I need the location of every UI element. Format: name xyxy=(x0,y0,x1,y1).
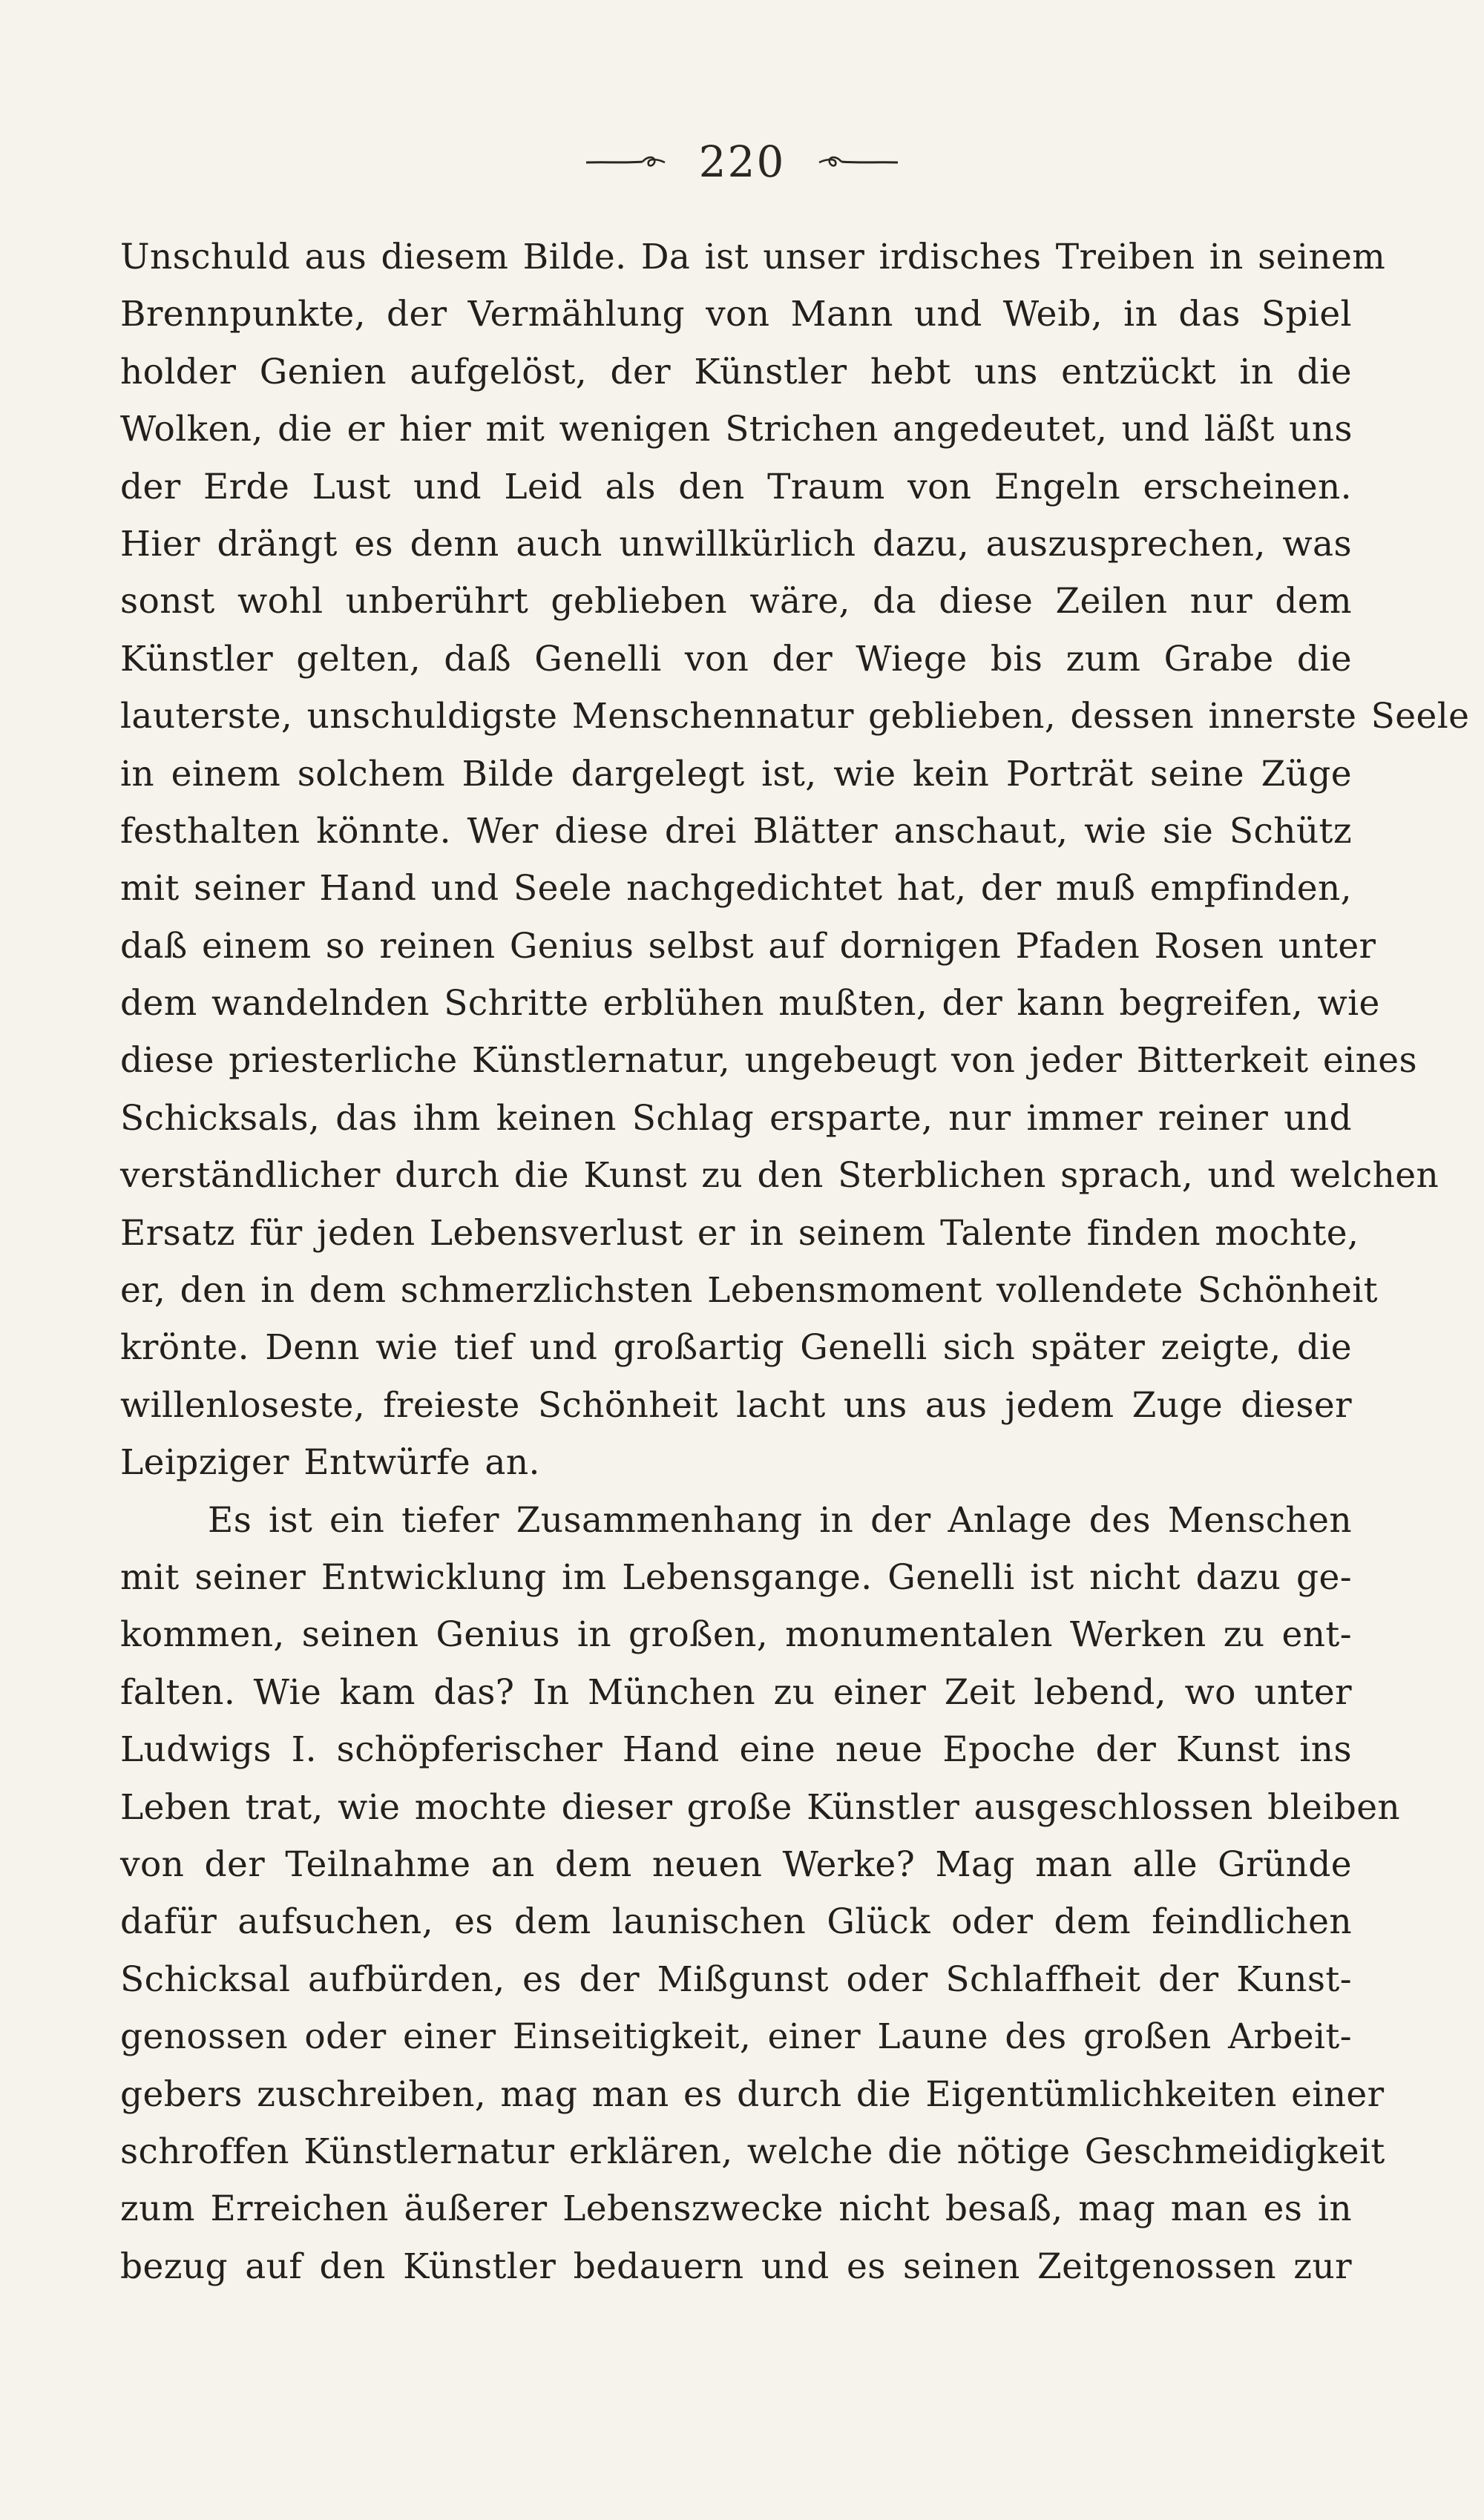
text-line: Hier drängt es denn auch unwillkürlich dazu, auszusprechen, was xyxy=(120,523,1352,565)
text-line: Ersatz für jeden Lebensverlust er in seinem Talente finden mochte, xyxy=(120,1212,1359,1254)
text-line: Leben trat, wie mochte dieser große Künstler ausgeschlossen bleiben xyxy=(120,1786,1401,1828)
text-line: diese priesterliche Künstlernatur, ungebeugt von jeder Bitterkeit eines xyxy=(120,1040,1417,1082)
body-text xyxy=(120,228,1470,2295)
text-line: mit seiner Hand und Seele nachgedichtet hat, der muß empfinden, xyxy=(120,868,1352,909)
text-line: Brennpunkte, der Vermählung von Mann und Weib, in das Spiel xyxy=(120,294,1352,335)
text-line: Ludwigs I. schöpferischer Hand eine neue Epoche der Kunst ins xyxy=(120,1729,1352,1771)
text-line: Künstler gelten, daß Genelli von der Wiege bis zum Grabe die xyxy=(120,638,1352,680)
text-line: Wolken, die er hier mit wenigen Strichen angedeutet, und läßt uns xyxy=(120,409,1353,450)
text-line: dafür aufsuchen, es dem launischen Glück oder dem feindlichen xyxy=(120,1901,1352,1943)
text-line: Schicksals, das ihm keinen Schlag ersparte, nur immer reiner und xyxy=(120,1097,1352,1139)
text-line: daß einem so reinen Genius selbst auf dornigen Pfaden Rosen unter xyxy=(120,925,1376,967)
text-line: holder Genien aufgelöst, der Künstler hebt uns entzückt in die xyxy=(120,351,1352,392)
text-line: der Erde Lust und Leid als den Traum von Engeln erscheinen. xyxy=(120,466,1352,507)
text-line: kommen, seinen Genius in großen, monumentalen Werken zu ent- xyxy=(120,1614,1352,1656)
left-ornament-icon xyxy=(585,151,674,173)
text-line: Schicksal aufbürden, es der Mißgunst oder Schlaffheit der Kunst- xyxy=(120,1958,1352,2000)
text-line: in einem solchem Bilde dargelegt ist, wie kein Porträt seine Züge xyxy=(120,753,1352,795)
text-line: Unschuld aus diesem Bilde. Da ist unser irdisches Treiben in seinem xyxy=(120,237,1386,277)
text-line: lauterste, unschuldigste Menschennatur geblieben, dessen innerste Seele xyxy=(120,696,1470,737)
right-ornament-icon xyxy=(810,151,899,173)
text-line: schroffen Künstlernatur erklären, welche die nötige Geschmeidigkeit xyxy=(120,2131,1385,2172)
text-line: er, den in dem schmerzlichsten Lebensmoment vollendete Schönheit xyxy=(120,1270,1378,1312)
text-line: festhalten könnte. Wer diese drei Blätter anschaut, wie sie Schütz xyxy=(120,810,1352,852)
text-line: sonst wohl unberührt geblieben wäre, da diese Zeilen nur dem xyxy=(120,581,1352,622)
text-line: zum Erreichen äußerer Lebenszwecke nicht besaß, mag man es in xyxy=(120,2188,1352,2230)
paragraph-end-line: Leipziger Entwürfe an. xyxy=(120,1442,540,1484)
text-line: willenloseste, freieste Schönheit lacht uns aus jedem Zuge dieser xyxy=(120,1384,1352,1426)
page-number: 220 xyxy=(698,136,786,187)
paragraph-start-line: Es ist ein tiefer Zusammenhang in der Anlage des Menschen xyxy=(208,1499,1352,1541)
text-line: verständlicher durch die Kunst zu den Sterblichen sprach, und welchen xyxy=(120,1155,1439,1197)
text-line: dem wandelnden Schritte erblühen mußten, der kann begreifen, wie xyxy=(120,983,1380,1024)
text-line: krönte. Denn wie tief und großartig Genelli sich später zeigte, die xyxy=(120,1327,1352,1369)
text-line: falten. Wie kam das? In München zu einer Zeit lebend, wo unter xyxy=(120,1671,1352,1713)
text-line: bezug auf den Künstler bedauern und es seinen Zeitgenossen zur xyxy=(120,2246,1352,2287)
text-line: genossen oder einer Einseitigkeit, einer Laune des großen Arbeit- xyxy=(120,2016,1352,2058)
text-line: von der Teilnahme an dem neuen Werke? Mag man alle Gründe xyxy=(120,1843,1352,1885)
text-line: mit seiner Entwicklung im Lebensgange. Genelli ist nicht dazu ge- xyxy=(120,1556,1352,1598)
page-header xyxy=(0,125,1484,199)
text-line: gebers zuschreiben, mag man es durch die Eigentümlichkeiten einer xyxy=(120,2073,1385,2115)
